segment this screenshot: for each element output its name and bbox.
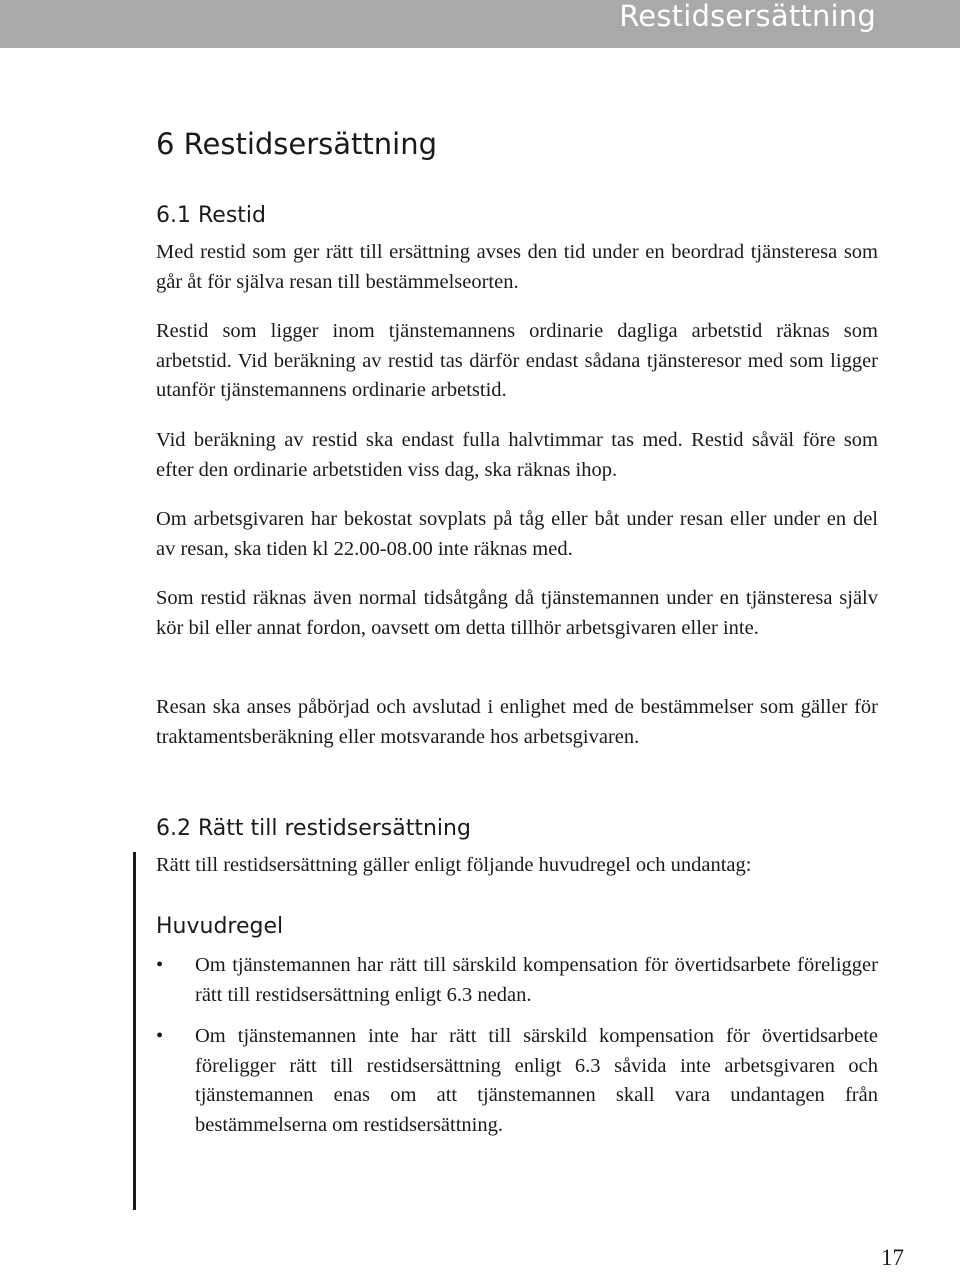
- paragraph: Vid beräkning av restid ska endast fulla halvtimmar tas med. Restid såväl före som efter den ordinarie arbetstiden viss dag, ska räknas ihop.: [156, 429, 878, 481]
- section-heading-6-1: 6.1 Restid: [156, 203, 266, 228]
- list-item: [156, 1022, 878, 1140]
- bullet-icon: •: [156, 954, 164, 976]
- paragraph: Resan ska anses påbörjad och avslutad i enlighet med de bestämmelser som gäller för traktamentsberäkning eller motsvarande hos arbetsgivaren.: [156, 696, 878, 748]
- chapter-title: 6 Restidsersättning: [156, 127, 438, 161]
- list-item: [156, 951, 878, 1010]
- list-item-text: Om tjänstemannen har rätt till särskild kompensation för övertidsarbete föreligger rätt till restidsersättning enligt 6.3 nedan.: [195, 954, 878, 1006]
- change-bar: [133, 852, 136, 1210]
- paragraph: Om arbetsgivaren har bekostat sovplats på tåg eller båt under resan eller under en del av resan, ska tiden kl 22.00-08.00 inte räknas med.: [156, 508, 878, 560]
- running-header-title: Restidsersättning: [619, 0, 876, 33]
- list-item-text: Om tjänstemannen inte har rätt till särskild kompensation för övertidsarbete föreligger rätt till restidsersättning enligt 6.3 såvida inte arbetsgivaren och tjänstemannen enas om att tjänstemannen skall vara undantagen från bestämmelserna om restidsersättning.: [195, 1025, 878, 1136]
- paragraph: Med restid som ger rätt till ersättning avses den tid under en beordrad tjänsteresa som går åt för själva resan till bestämmelseorten.: [156, 241, 878, 293]
- section-intro: Rätt till restidsersättning gäller enligt följande huvudregel och undantag:: [156, 854, 752, 876]
- paragraph: Restid som ligger inom tjänstemannens ordinarie dagliga arbetstid räknas som arbetstid. Vid beräkning av restid tas därför endast sådana tjänsteresor med som ligger utanför tjänstemannens ordinarie arbetstid.: [156, 320, 878, 401]
- page-number: 17: [881, 1245, 904, 1270]
- paragraph: Som restid räknas även normal tidsåtgång då tjänstemannen under en tjänsteresa själv kör bil eller annat fordon, oavsett om detta tillhör arbetsgivaren eller inte.: [156, 587, 878, 639]
- bullet-icon: •: [156, 1025, 164, 1047]
- header-band: [0, 0, 960, 48]
- section-heading-6-2: 6.2 Rätt till restidsersättning: [156, 816, 471, 841]
- subheading-huvudregel: Huvudregel: [156, 914, 284, 939]
